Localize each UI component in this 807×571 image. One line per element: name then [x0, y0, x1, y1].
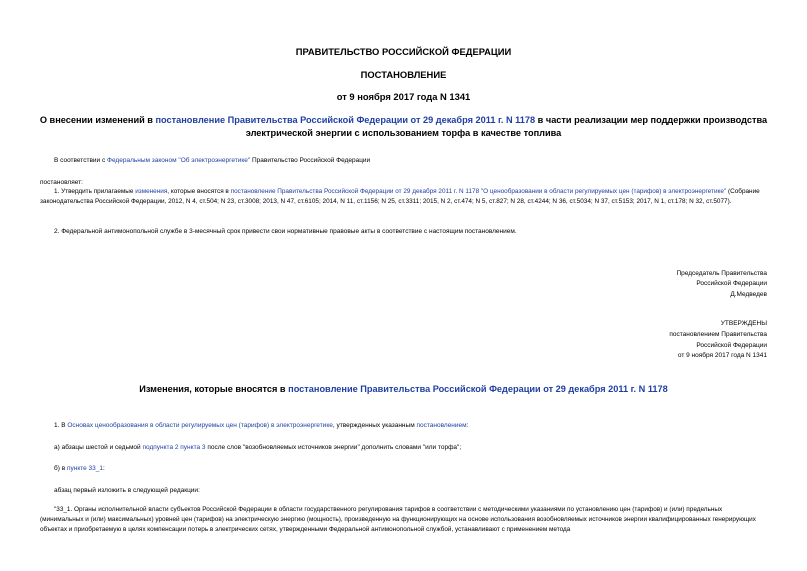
document-date-number: от 9 ноября 2017 года N 1341 — [336, 91, 471, 102]
subitem-link[interactable]: подпункта 2 пункта 3 — [142, 444, 206, 451]
change1-text-c: : — [466, 422, 469, 429]
document-type: ПОСТАНОВЛЕНИЕ — [360, 69, 447, 80]
document-title — [0, 114, 807, 126]
item-1 — [40, 187, 767, 207]
approval-heading: УТВЕРЖДЕНЫ — [720, 320, 767, 327]
government-name: ПРАВИТЕЛЬСТВО РОССИЙСКОЙ ФЕДЕРАЦИИ — [295, 46, 512, 57]
approval-line4: от 9 ноября 2017 года N 1341 — [677, 352, 767, 359]
approval-line2: постановлением Правительства — [669, 331, 767, 338]
item1-text-b: , которые вносятся в — [167, 188, 231, 195]
quoted-paragraph — [40, 505, 767, 536]
point-33-1-link[interactable]: пункте 33_1 — [66, 465, 104, 472]
signature-country: Российской Федерации — [696, 280, 767, 287]
change-a-text-b: после слов "возобновляемых источников энергии" дополнить словами "или торфа"; — [205, 444, 462, 451]
item-2: 2. Федеральной антимонопольной службе в 3-месячный срок привести свои нормативные правовые акты в соответствие с настоящим постановлением. — [54, 228, 517, 235]
quoted-paragraph-text: "33_1. Органы исполнительной власти субъектов Российской Федерации в области государственного регулирования тарифов в соответствии с методическими указаниями по установлению цен (тарифов) и (или) предельных (минимальных и (или) максимальных) уровней цен (тарифов) на электрическую энергию (мощность), произведенную на функционирующих на основе использования возобновляемых источников энергии квалифицированных генерирующих объектах и приобретаемую в целях компенсации потерь в электрических сетях, утвержденными Федеральной антимонопольной службой, устанавливают с применением метода — [40, 506, 756, 534]
pricing-basics-link[interactable]: Основах ценообразования в области регулируемых цен (тарифов) в электроэнергетике — [67, 422, 333, 429]
change-b — [54, 465, 105, 472]
signature-name: Д.Медведев — [730, 291, 767, 298]
decree-1178-link[interactable]: постановление Правительства Российской Федерации от 29 декабря 2011 г. N 1178 "О ценообразовании в области регулируемых цен (тарифов) в электроэнергетике" — [230, 188, 727, 195]
change-a — [54, 444, 461, 451]
changes-link[interactable]: изменения — [135, 188, 168, 195]
preamble-suffix: Правительство Российской Федерации — [250, 157, 371, 164]
item1-text-a: 1. Утвердить прилагаемые — [54, 188, 136, 195]
change-b-text-a: б) в — [54, 465, 67, 472]
change-b-text-b: : — [103, 465, 105, 472]
changes-title — [0, 383, 807, 395]
signature-title: Председатель Правительства — [676, 270, 767, 277]
change-1 — [54, 422, 468, 429]
approval-line3: Российской Федерации — [696, 342, 767, 349]
title-decree-link[interactable]: постановление Правительства Российской Федерации от 29 декабря 2011 г. N 1178 — [155, 115, 536, 125]
title-prefix: О внесении изменений в — [39, 115, 156, 125]
change1-text-a: 1. В — [54, 422, 68, 429]
preamble — [54, 157, 370, 164]
resolution-link[interactable]: постановлением — [416, 422, 467, 429]
item1-text-c: (Собрание законодательства Российской Федерации, 2012, N 4, ст.504; N 23, ст.3008; 2013, N 47, ст.6105; 2014, N 11, ст.1156; N 25, ст.3311; 2015, N 2, ст.474; N 5, ст.827; N 28, ст.4244; N 36, ст.5034; N 37, ст.5153; 2017, N 1, ст.178; N 32, ст.5077). — [40, 188, 760, 206]
changes-title-prefix: Изменения, которые вносятся в — [139, 384, 289, 394]
document-title-line2: электрической энергии с использованием торфа в качестве топлива — [245, 128, 562, 138]
preamble-prefix: В соответствии с — [54, 157, 108, 164]
decree-word: постановляет: — [40, 179, 83, 186]
title-suffix: в части реализации мер поддержки производства — [535, 115, 768, 125]
changes-decree-link[interactable]: постановление Правительства Российской Федерации от 29 декабря 2011 г. N 1178 — [288, 384, 668, 394]
federal-law-link[interactable]: Федеральным законом "Об электроэнергетике" — [107, 157, 251, 164]
change1-text-b: , утвержденных указанным — [332, 422, 417, 429]
paragraph-instruction: абзац первый изложить в следующей редакции: — [54, 487, 200, 494]
change-a-text-a: а) абзацы шестой и седьмой — [54, 444, 143, 451]
